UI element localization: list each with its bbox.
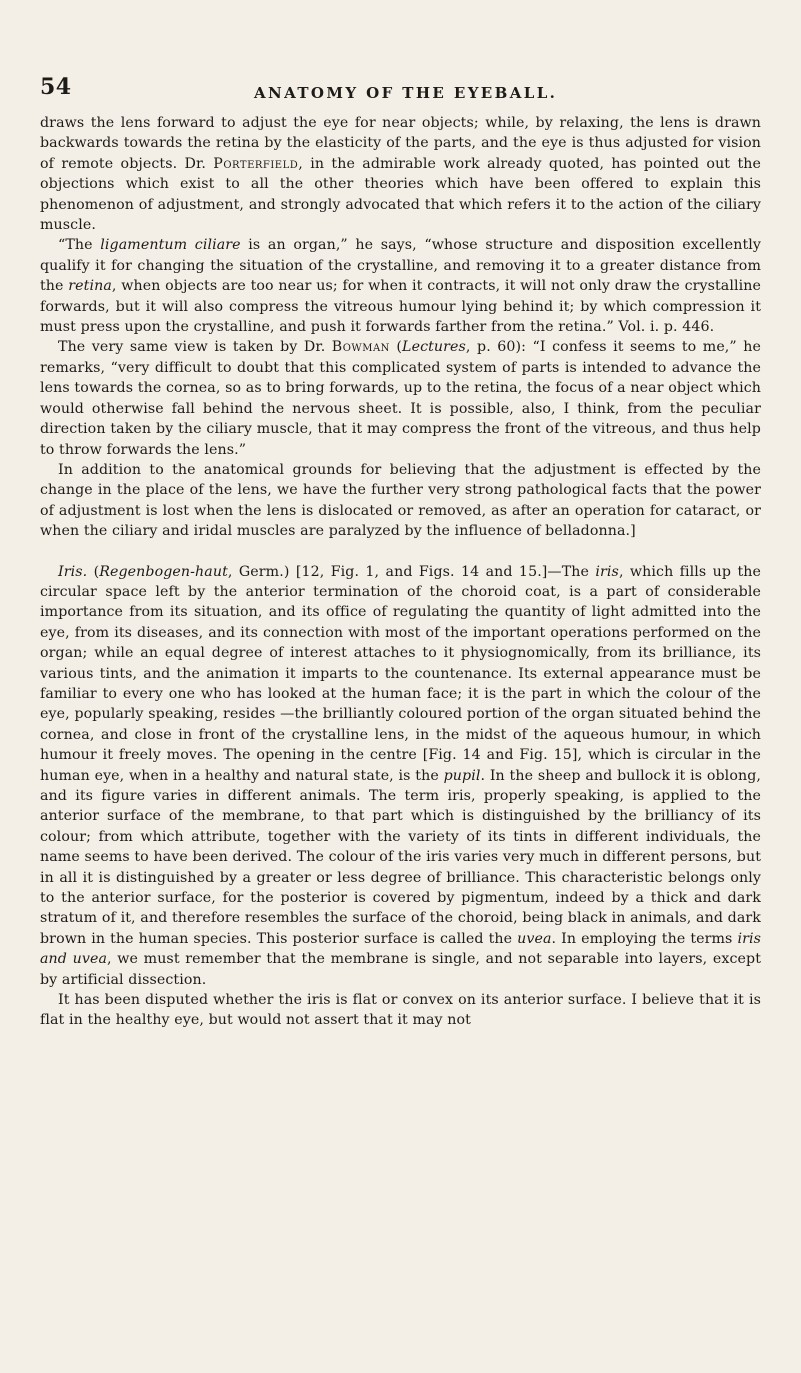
author-name: Bowman xyxy=(331,339,390,356)
section-heading: Iris. xyxy=(58,563,88,580)
paragraph-1: draws the lens forward to adjust the eye for near objects; while, by relaxing, the lens is drawn backwards towards the retina by the elasticity of the parts, and the eye is thus adjusted for vision of remote objects. Dr. Porterfield, in the admirable work already quoted, has pointed out the objections which exist to all the other theories which have been offered to explain this phenomenon of adjustment, and strongly advocated that which refers it to the action of the ciliary muscle. xyxy=(40,115,761,234)
paragraph-6: It has been disputed whether the iris is flat or convex on its anterior surface. I believe that it is flat in the healthy eye, but would not assert that it may not xyxy=(40,992,761,1029)
latin-term: ligamentum ciliare xyxy=(100,237,241,254)
body-text xyxy=(40,113,761,1031)
paragraph-3: The very same view is taken by Dr. Bowman (Lectures, p. 60): “I confess it seems to me,” he remarks, “very difficult to doubt that this complicated system of parts is intended to advance the lens towards the cornea, so as to bring forwards, up to the retina, the focus of a near object which would otherwise fall behind the nervous sheet. It is possible, also, I think, from the peculiar direction taken by the ciliary muscle, that it may compress the front of the vitreous, and thus help to throw forwards the lens.” xyxy=(40,339,761,458)
page-number: 54 xyxy=(40,74,72,100)
paragraph-2: “The ligamentum ciliare is an organ,” he says, “whose structure and disposition excellently qualify it for changing the situation of the crystalline, and removing it to a greater distance from the retina, when objects are too near us; for when it contracts, it will not only draw the crystalline forwards, but it will also compress the vitreous humour lying behind it; by which compression it must press upon the crystalline, and push it forwards farther from the retina.” Vol. i. p. 446. xyxy=(40,237,761,336)
author-name: Porterfield xyxy=(213,155,299,172)
paragraph-4: In addition to the anatomical grounds for believing that the adjustment is effected by the change in the place of the lens, we have the further very strong pathological facts that the power of adjustment is lost when the lens is dislocated or removed, as after an operation for cataract, or when the ciliary and iridal muscles are paralyzed by the influence of belladonna.] xyxy=(40,461,761,540)
running-head: ANATOMY OF THE EYEBALL. xyxy=(254,84,558,102)
paragraph-5: Iris. (Regenbogen-haut, Germ.) [12, Fig. 1, and Figs. 14 and 15.]—The iris, which fills up the circular space left by the anterior termination of the choroid coat, is a part of considerable importance from its situation, and its office of regulating the quantity of light admitted into the eye, from its diseases, and its connection with most of the important operations performed on the organ; while an equal degree of interest attaches to it physiognomically, from its brilliance, its various tints, and the animation it imparts to the countenance. Its external appearance must be familiar to every one who has looked at the human face; it is the part in which the colour of the eye, popularly speaking, resides —the brilliantly coloured portion of the organ situated behind the cornea, and close in front of the crystalline lens, in the midst of the aqueous humour, in which humour it freely moves. The opening in the centre [Fig. 14 and Fig. 15], which is circular in the human eye, when in a healthy and natural state, is the pupil. In the sheep and bullock it is oblong, and its figure varies in different animals. The term iris, properly speaking, is applied to the anterior surface of the membrane, to that part which is distinguished by the brilliancy of its colour; from which attribute, together with the variety of its tints in different individuals, the name seems to have been derived. The colour of the iris varies very much in different persons, but in all it is distinguished by a greater or less degree of brilliance. This characteristic belongs only to the anterior surface, for the posterior is covered by pigmentum, indeed by a thick and dark stratum of it, and therefore resembles the surface of the choroid, being black in animals, and dark brown in the human species. This posterior surface is called the uvea. In employing the terms iris and uvea, we must remember that the membrane is single, and not separable into layers, except by artificial dissection. xyxy=(40,563,761,988)
